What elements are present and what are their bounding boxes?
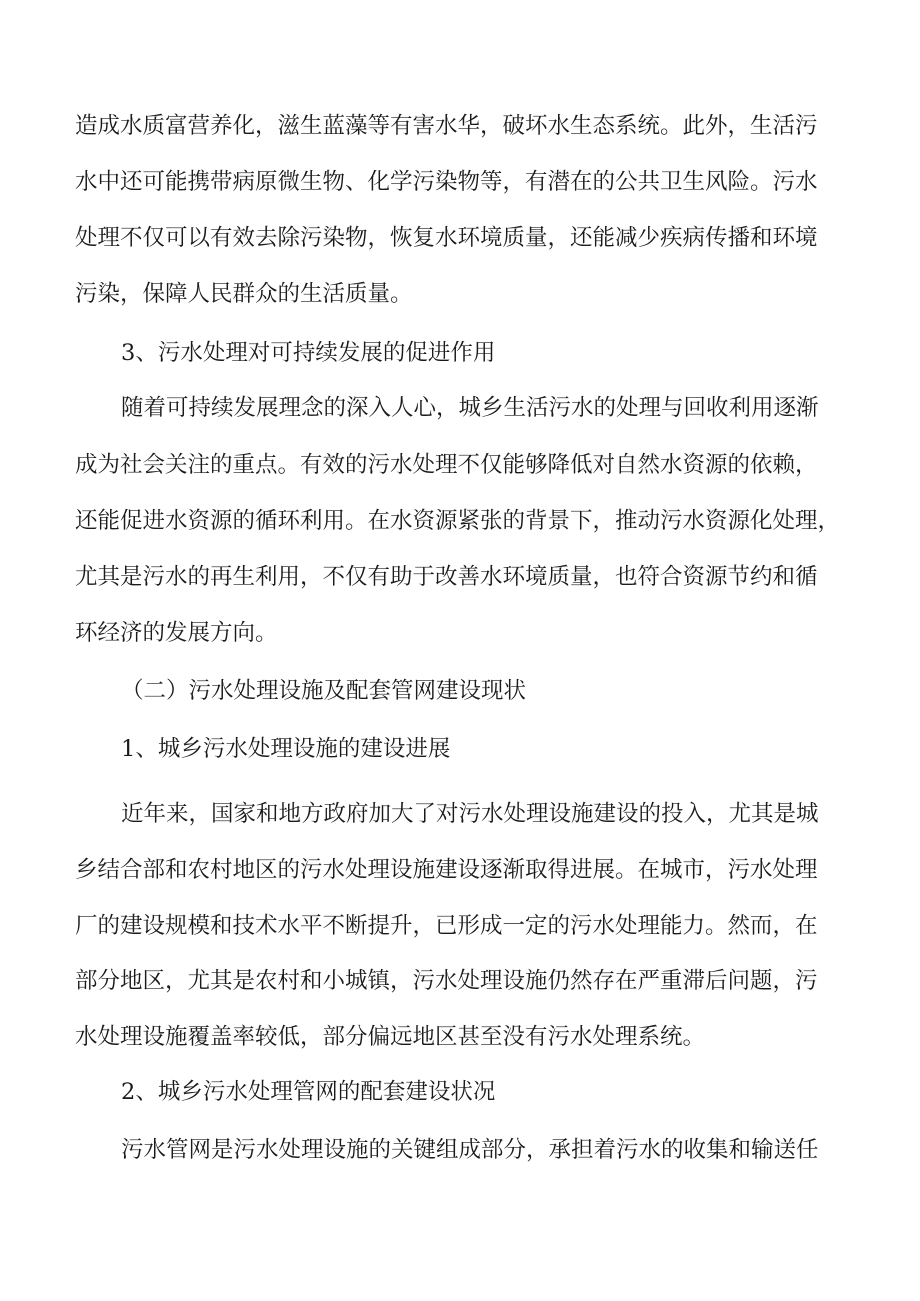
body-text-line: 环经济的发展方向。: [75, 620, 278, 646]
body-text-line: 水处理设施覆盖率较低，部分偏远地区甚至没有污水处理系统。: [75, 1024, 706, 1050]
body-text-line: 部分地区，尤其是农村和小城镇，污水处理设施仍然存在严重滞后问题，污: [75, 968, 818, 994]
body-text-line: 厂的建设规模和技术水平不断提升，已形成一定的污水处理能力。然而，在: [75, 913, 818, 939]
chapter-heading: （二）污水处理设施及配套管网建设现状: [121, 678, 527, 704]
body-text-line: 造成水质富营养化，滋生蓝藻等有害水华，破坏水生态系统。此外，生活污: [75, 113, 818, 139]
section-heading: 3、污水处理对可持续发展的促进作用: [121, 340, 496, 366]
body-text-line: 尤其是污水的再生利用，不仅有助于改善水环境质量，也符合资源节约和循: [75, 564, 818, 590]
section-heading: 2、城乡污水处理管网的配套建设状况: [121, 1079, 496, 1105]
body-text-line: 成为社会关注的重点。有效的污水处理不仅能够降低对自然水资源的依赖，: [75, 452, 818, 478]
body-text-line: 处理不仅可以有效去除污染物，恢复水环境质量，还能减少疾病传播和环境: [75, 225, 818, 251]
body-text-line: 乡结合部和农村地区的污水处理设施建设逐渐取得进展。在城市，污水处理: [75, 857, 818, 883]
body-text-line: 近年来，国家和地方政府加大了对污水处理设施建设的投入，尤其是城: [121, 801, 819, 827]
body-text-line: 随着可持续发展理念的深入人心，城乡生活污水的处理与回收利用逐渐: [121, 395, 819, 421]
body-text-line: 污水管网是污水处理设施的关键组成部分，承担着污水的收集和输送任: [121, 1137, 819, 1163]
section-heading: 1、城乡污水处理设施的建设进展: [121, 736, 451, 762]
body-text-line: 水中还可能携带病原微生物、化学污染物等，有潜在的公共卫生风险。污水: [75, 169, 818, 195]
body-text-line: 还能促进水资源的循环利用。在水资源紧张的背景下，推动污水资源化处理，: [75, 508, 841, 534]
body-text-line: 污染，保障人民群众的生活质量。: [75, 281, 413, 307]
